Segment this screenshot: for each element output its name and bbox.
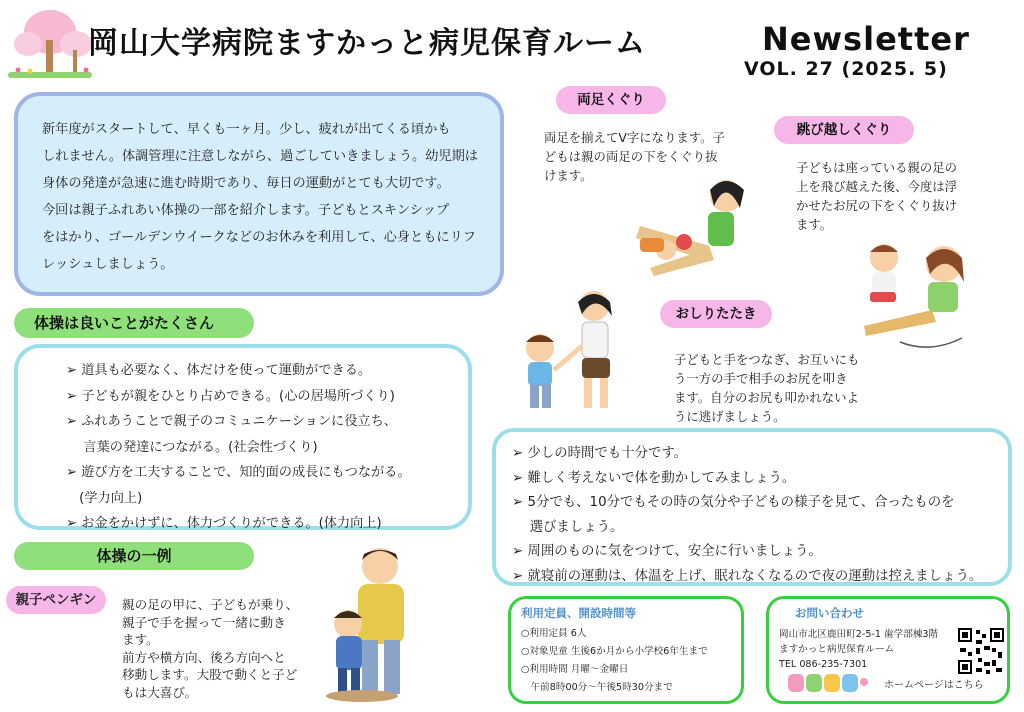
description-line: ます。 (122, 632, 159, 647)
list-item: ➢ 少しの時間でも十分です。 (512, 446, 688, 461)
oshiri-title: おしりたたき (660, 300, 772, 328)
contact-line: ますかっと病児保育ルーム (779, 644, 895, 655)
penguin-walk-illustration (300, 540, 440, 706)
list-item: ➢ お金をかけずに、体力づくりができる。(体力向上) (66, 516, 382, 531)
description-line: 子どもは座っている親の足の (796, 160, 958, 175)
ryouashi-illustration (610, 168, 760, 278)
newsletter-label: Newsletter (762, 20, 970, 58)
qr-code-icon[interactable] (958, 628, 1004, 674)
penguin-description (122, 596, 302, 701)
capacity-box (508, 596, 744, 704)
intro-line: しれません。体調管理に注意しながら、過ごしていきましょう。幼児期は (42, 149, 478, 164)
list-item: ➢ 難しく考えないで体を動かしてみましょう。 (512, 470, 796, 486)
contact-title: お問い合わせ (795, 606, 864, 620)
description-line: 子どもと手をつなぎ、お互いにも (674, 352, 860, 367)
description-line: かせたお尻の下をくぐり抜け (796, 198, 958, 213)
benefits-list (14, 344, 472, 530)
maskatto-logo (788, 672, 868, 698)
description-line: 両足を揃えてV字になります。子 (544, 130, 725, 145)
examples-heading: 体操の一例 (14, 542, 254, 570)
list-item: ➢ ふれあうことで親子のコミュニケーションに役立ち、 (66, 414, 397, 429)
penguin-title: 親子ペンギン (6, 586, 106, 614)
tobikoshi-illustration (840, 230, 990, 350)
capacity-title: 利用定員、開設時間等 (521, 606, 636, 620)
intro-line: 新年度がスタートして、早くも一ヶ月。少し、疲れが出てくる頃かも (42, 122, 451, 137)
capacity-line: 午前8時00分～午後5時30分まで (521, 682, 673, 693)
benefits-heading: 体操は良いことがたくさん (14, 308, 254, 338)
description-line: う一方の手で相手のお尻を叩き (674, 371, 848, 386)
tips-list (492, 428, 1012, 586)
list-item: ➢ 周囲のものに気をつけて、安全に行いましょう。 (512, 544, 822, 559)
page-title: 岡山大学病院ますかっと病児保育ルーム (88, 26, 646, 61)
contact-line: 岡山市北区鹿田町2-5-1 歯学部棟3階 (779, 629, 939, 640)
description-line: ます。自分のお尻も叩かれないよ (674, 390, 859, 405)
intro-line: レッシュしましょう。 (42, 257, 174, 272)
intro-line: をはかり、ゴールデンウイークなどのお休みを利用して、心身ともにリフ (42, 230, 476, 245)
list-item: ➢ 就寝前の運動は、体温を上げ、眠れなくなるので夜の運動は控えましょう。 (512, 568, 983, 584)
capacity-line: ○利用時間 月曜～金曜日 (521, 664, 629, 675)
description-line: 前方や横方向、後ろ方向へと (122, 649, 286, 665)
list-item: (学力向上) (66, 490, 143, 506)
cherry-tree-illustration (6, 4, 96, 84)
list-item: ➢ 子どもが親をひとり占めできる。(心の居場所づくり) (66, 388, 395, 404)
list-item: ➢ 道具も必要なく、体だけを使って運動ができる。 (66, 363, 372, 378)
tobikoshi-description (796, 158, 978, 234)
list-item: 言葉の発達につながる。(社会性づくり) (66, 439, 318, 455)
ryouashi-title: 両足くぐり (556, 86, 666, 114)
description-line: 親の足の甲に、子どもが乗り、 (122, 597, 299, 612)
capacity-line: ○利用定員 6人 (521, 628, 587, 639)
intro-line: 今回は親子ふれあい体操の一部を紹介します。子どもとスキンシップ (42, 203, 450, 218)
description-line: どもは親の両足の下をくぐり抜 (544, 149, 718, 164)
list-item: ➢ 5分でも、10分でもその時の気分や子どもの様子を見て、合ったものを (512, 495, 955, 510)
description-line: 親子で手を握って一緒に動き (122, 614, 286, 630)
volume-label: VOL. 27 (2025. 5) (744, 58, 948, 80)
list-item: ➢ 遊び方を工夫することで、知的面の成長にもつながる。 (66, 465, 411, 480)
oshiri-description (674, 350, 880, 426)
capacity-line: ○対象児童 生後6か月から小学校6年生まで (521, 646, 708, 657)
description-line: うに逃げましょう。 (674, 409, 786, 424)
description-line: ます。 (796, 217, 833, 232)
oshiri-illustration (510, 286, 660, 418)
tobikoshi-title: 跳び越しくぐり (774, 116, 914, 144)
contact-line: TEL 086-235-7301 (779, 659, 868, 670)
description-line: 移動します。大股で動くと子ど (122, 667, 298, 682)
homepage-link[interactable]: ホームページはこちら (884, 680, 984, 691)
description-line: 上を飛び越えた後、今度は浮 (796, 179, 958, 194)
intro-box (14, 92, 504, 296)
description-line: もは大喜び。 (122, 684, 198, 700)
intro-line: 身体の発達が急速に進む時期であり、毎日の運動がとても大切です。 (42, 176, 450, 191)
list-item: 選びましょう。 (512, 519, 624, 535)
description-line: けます。 (544, 168, 593, 183)
